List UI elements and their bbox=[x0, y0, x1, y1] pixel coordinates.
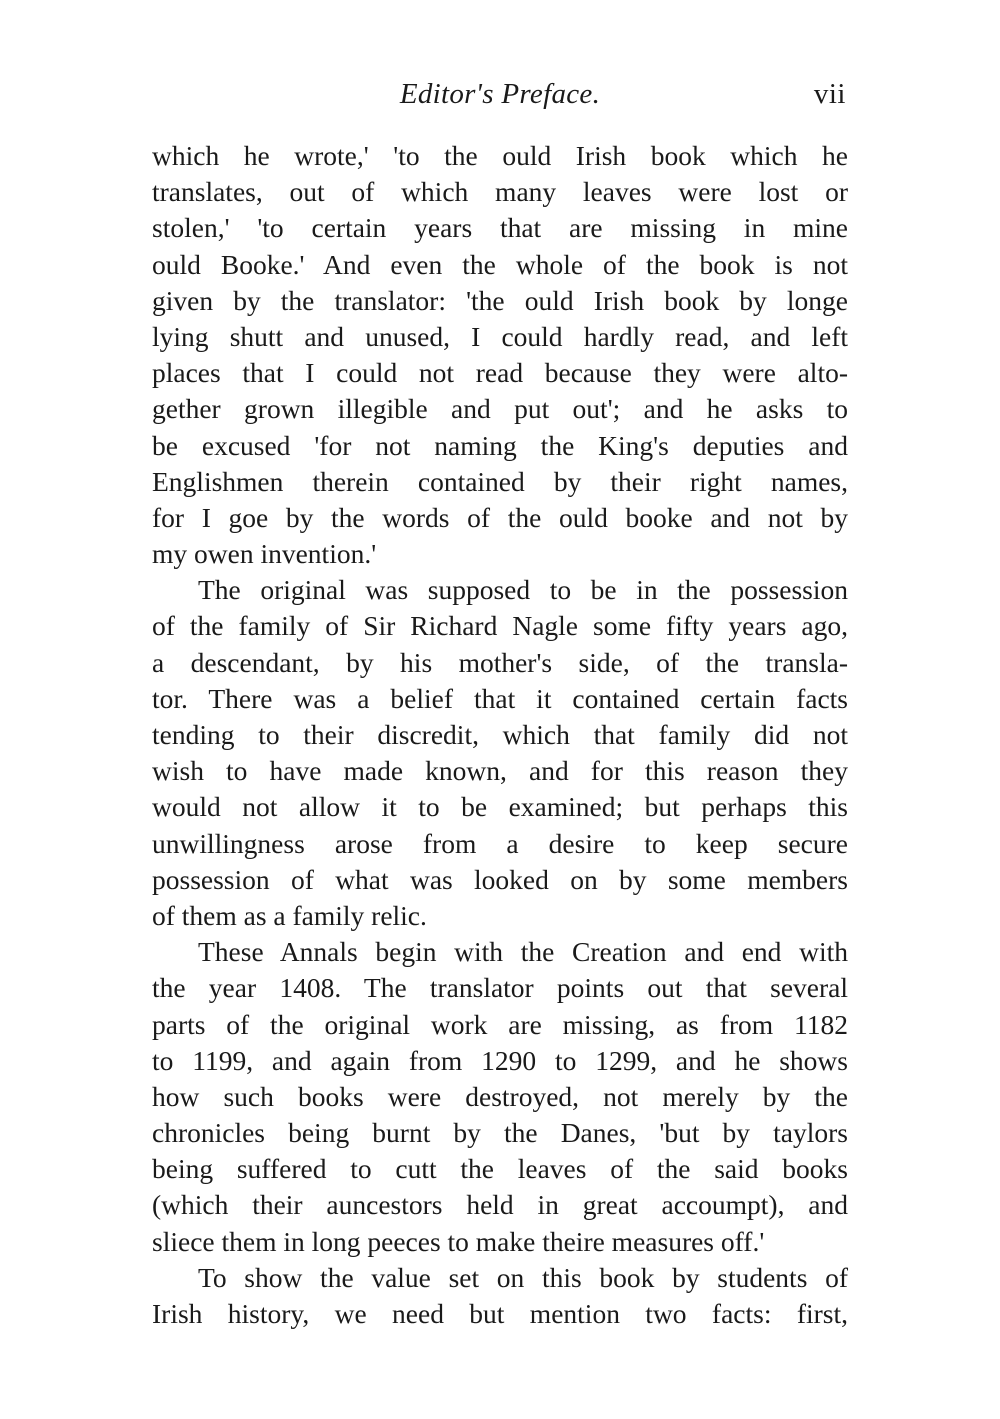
running-title: Editor's Preface. bbox=[399, 78, 601, 110]
text-line: stolen,' 'to certain years that are missing in mine bbox=[152, 212, 848, 244]
text-line: how such books were destroyed, not merely by the bbox=[152, 1080, 848, 1112]
text-line: chronicles being burnt by the Danes, 'but by taylors bbox=[152, 1117, 848, 1149]
body-text bbox=[152, 138, 848, 1332]
running-head bbox=[150, 78, 850, 118]
text-line: These Annals begin with the Creation and end with bbox=[198, 936, 848, 968]
text-line: of the family of Sir Richard Nagle some fifty years ago, bbox=[152, 610, 848, 642]
text-line: for I goe by the words of the ould booke and not by bbox=[152, 501, 848, 533]
text-line: be excused 'for not naming the King's deputies and bbox=[152, 429, 848, 461]
paragraph-1 bbox=[152, 138, 848, 572]
text-line: parts of the original work are missing, as from 1182 bbox=[152, 1008, 848, 1040]
text-line: to 1199, and again from 1290 to 1299, and he shows bbox=[152, 1044, 848, 1076]
text-line: would not allow it to be examined; but perhaps this bbox=[152, 791, 848, 823]
text-line: ould Booke.' And even the whole of the book is not bbox=[152, 248, 848, 280]
text-line: sliece them in long peeces to make theire measures off.' bbox=[152, 1225, 765, 1257]
text-line: gether grown illegible and put out'; and he asks to bbox=[152, 393, 848, 425]
text-line: which he wrote,' 'to the ould Irish book which he bbox=[152, 140, 848, 171]
paragraph-2 bbox=[152, 572, 848, 934]
text-line: Irish history, we need but mention two facts: first, bbox=[152, 1298, 848, 1329]
text-line: To show the value set on this book by students of bbox=[198, 1261, 848, 1293]
text-line: The original was supposed to be in the possession bbox=[198, 574, 848, 606]
text-line: wish to have made known, and for this reason they bbox=[152, 755, 848, 787]
text-line: tending to their discredit, which that family did not bbox=[152, 719, 848, 750]
text-line: places that I could not read because they were alto- bbox=[152, 357, 848, 389]
text-line: (which their auncestors held in great accoumpt), and bbox=[152, 1189, 848, 1221]
paragraph-3 bbox=[152, 934, 848, 1260]
text-line: being suffered to cutt the leaves of the said books bbox=[152, 1153, 848, 1185]
text-line: possession of what was looked on by some members bbox=[152, 863, 848, 895]
text-line: of them as a family relic. bbox=[152, 899, 427, 931]
text-line: lying shutt and unused, I could hardly read, and left bbox=[152, 320, 848, 352]
text-line: given by the translator: 'the ould Irish book by longe bbox=[152, 284, 848, 316]
text-line: a descendant, by his mother's side, of the transla- bbox=[152, 646, 848, 678]
text-line: Englishmen therein contained by their right names, bbox=[152, 465, 848, 497]
text-line: the year 1408. The translator points out that several bbox=[152, 972, 848, 1004]
text-line: my owen invention.' bbox=[152, 538, 377, 570]
text-line: tor. There was a belief that it contained certain facts bbox=[152, 682, 848, 714]
paragraph-4 bbox=[152, 1260, 848, 1332]
text-line: translates, out of which many leaves were lost or bbox=[152, 176, 848, 208]
page-number: vii bbox=[813, 78, 846, 110]
text-line: unwillingness arose from a desire to keep secure bbox=[152, 827, 848, 859]
